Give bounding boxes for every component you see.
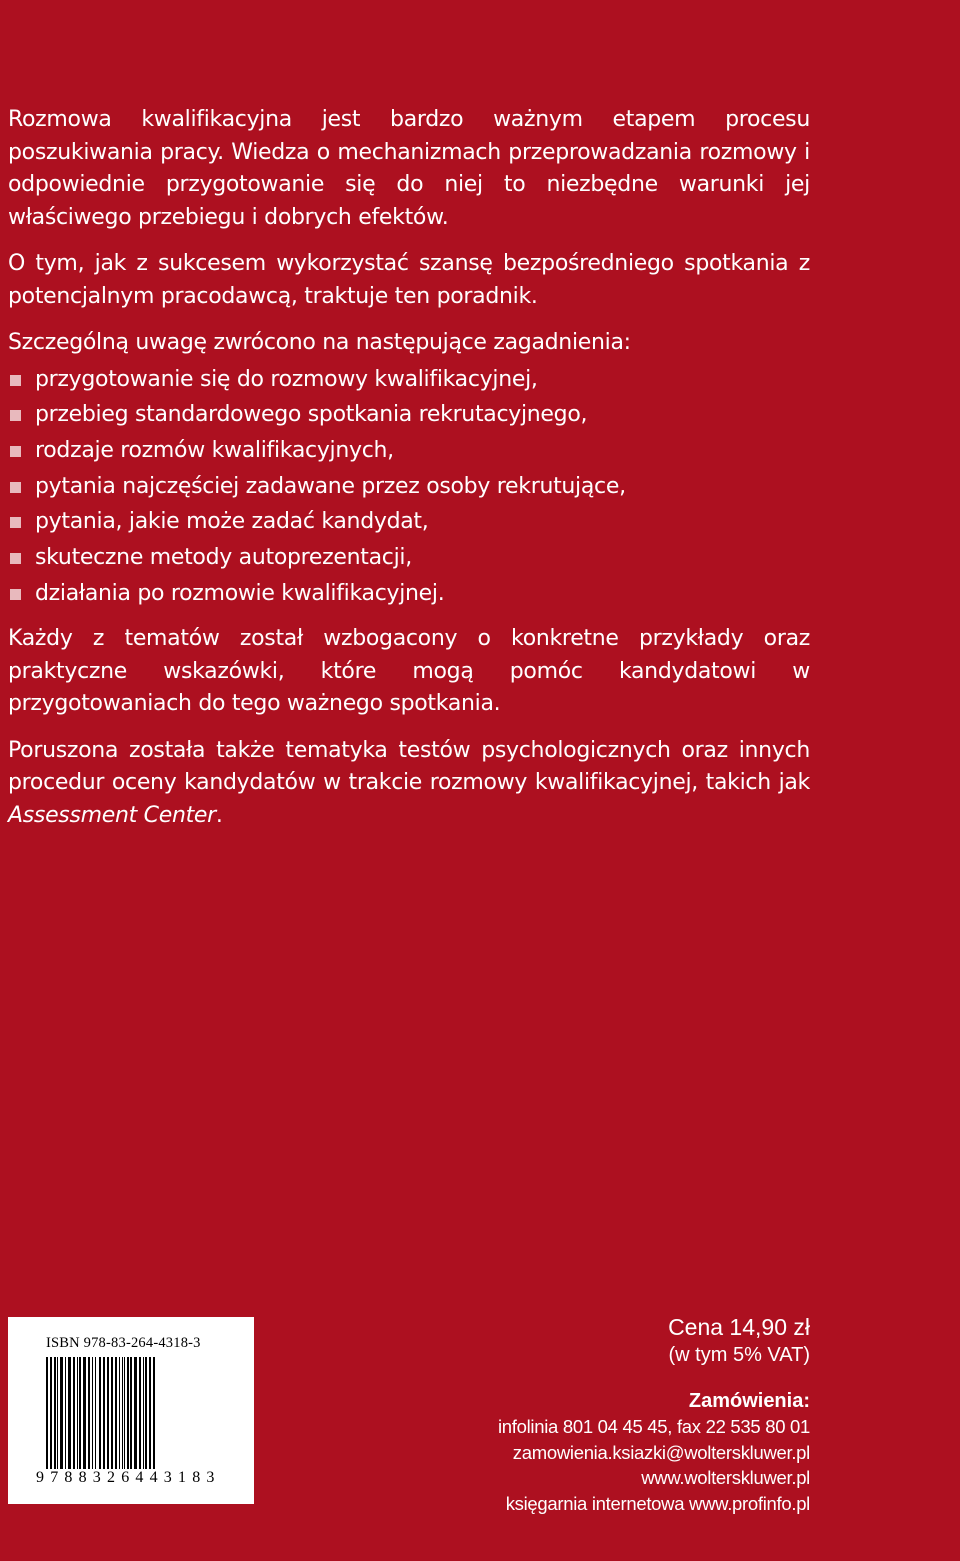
- square-bullet-icon: [10, 553, 21, 564]
- isbn-barcode: [8, 1317, 254, 1504]
- barcode-guard-bar: [149, 1357, 151, 1485]
- barcode-bar: [139, 1357, 141, 1477]
- order-email[interactable]: zamowienia.ksiazki@wolterskluwer.pl: [512, 1441, 810, 1463]
- square-bullet-icon: [10, 375, 21, 386]
- barcode-bar: [95, 1357, 96, 1477]
- publisher-website[interactable]: www.wolterskluwer.pl: [641, 1467, 810, 1488]
- barcode-bar: [73, 1357, 75, 1477]
- barcode-digits: 9788326443183: [36, 1469, 221, 1486]
- online-bookshop[interactable]: księgarnia internetowa www.profinfo.pl: [505, 1492, 810, 1514]
- barcode-bar: [60, 1357, 63, 1477]
- list-item: pytania, jakie może zadać kandydat,: [8, 504, 810, 540]
- list-item: działania po rozmowie kwalifikacyjnej.: [8, 576, 810, 612]
- tests-paragraph: Poruszona została także tematyka testów psychologicznych oraz innych procedur oceny kandydatów w trakcie rozmowy kwalifikacyjnej, takich jak Assessment Center.: [8, 737, 810, 828]
- barcode-bar: [119, 1357, 120, 1477]
- list-item: przebieg standardowego spotkania rekrutacyjnego,: [8, 397, 810, 433]
- examples-paragraph: Każdy z tematów został wzbogacony o konkretne przykłady oraz praktyczne wskazówki, które mogą pomóc kandydatowi w przygotowaniach do tego ważnego spotkania.: [8, 626, 810, 717]
- barcode-bar: [68, 1357, 71, 1477]
- square-bullet-icon: [10, 446, 21, 457]
- barcode-bar: [83, 1357, 86, 1477]
- order-info: [498, 1312, 810, 1516]
- square-bullet-icon: [10, 482, 21, 493]
- price: Cena 14,90 zł: [668, 1314, 810, 1340]
- orders-heading: Zamówienia:: [688, 1390, 810, 1412]
- list-item: rodzaje rozmów kwalifikacyjnych,: [8, 433, 810, 469]
- barcode-bar: [92, 1357, 93, 1477]
- list-item: przygotowanie się do rozmowy kwalifikacyjnej,: [8, 362, 810, 398]
- square-bullet-icon: [10, 410, 21, 421]
- barcode-bar: [134, 1357, 137, 1477]
- barcode-guard-bar: [46, 1357, 48, 1485]
- list-item: pytania najczęściej zadawane przez osoby rekrutujące,: [8, 469, 810, 505]
- guide-paragraph: O tym, jak z sukcesem wykorzystać szansę bezpośredniego spotkania z potencjalnym pracodawcą, traktuje ten poradnik.: [8, 251, 810, 309]
- barcode-guard-bar: [103, 1357, 105, 1485]
- barcode-bar: [107, 1357, 109, 1477]
- barcode-guard-bar: [50, 1357, 52, 1485]
- square-bullet-icon: [10, 589, 21, 600]
- barcode-bar: [122, 1357, 123, 1477]
- square-bullet-icon: [10, 517, 21, 528]
- barcode-bar: [130, 1357, 132, 1477]
- barcode-bar: [79, 1357, 81, 1477]
- barcode-bar: [127, 1357, 129, 1477]
- topics-list: [8, 362, 810, 612]
- barcode-bar: [111, 1357, 113, 1477]
- barcode-bar: [145, 1357, 147, 1477]
- vat-note: (w tym 5% VAT): [668, 1344, 810, 1366]
- barcode-bar: [77, 1357, 78, 1477]
- back-cover-text: [8, 104, 810, 846]
- barcode-guard-bar: [153, 1357, 155, 1485]
- topics-intro: Szczególną uwagę zwrócono na następujące zagadnienia:: [8, 330, 631, 355]
- isbn-label: ISBN 978-83-264-4318-3: [46, 1335, 201, 1351]
- barcode-bar: [57, 1357, 58, 1477]
- barcode-bar: [65, 1357, 66, 1477]
- list-item: skuteczne metody autoprezentacji,: [8, 540, 810, 576]
- barcode-bar: [88, 1357, 90, 1477]
- barcode-bar: [124, 1357, 125, 1477]
- assessment-center-term: Assessment Center: [8, 802, 216, 828]
- barcode-bar: [143, 1357, 144, 1477]
- barcode-bar: [115, 1357, 117, 1477]
- barcode-bar: [54, 1357, 56, 1477]
- intro-paragraph: Rozmowa kwalifikacyjna jest bardzo ważnym etapem procesu poszukiwania pracy. Wiedza o mechanizmach przeprowadzania rozmowy i odpowiednie przygotowanie się do niej to niezbędne warunki jej właściwego przebiegu i dobrych efektów.: [8, 107, 810, 230]
- barcode-guard-bar: [99, 1357, 101, 1485]
- order-phone: infolinia 801 04 45 45, fax 22 535 80 01: [497, 1416, 810, 1437]
